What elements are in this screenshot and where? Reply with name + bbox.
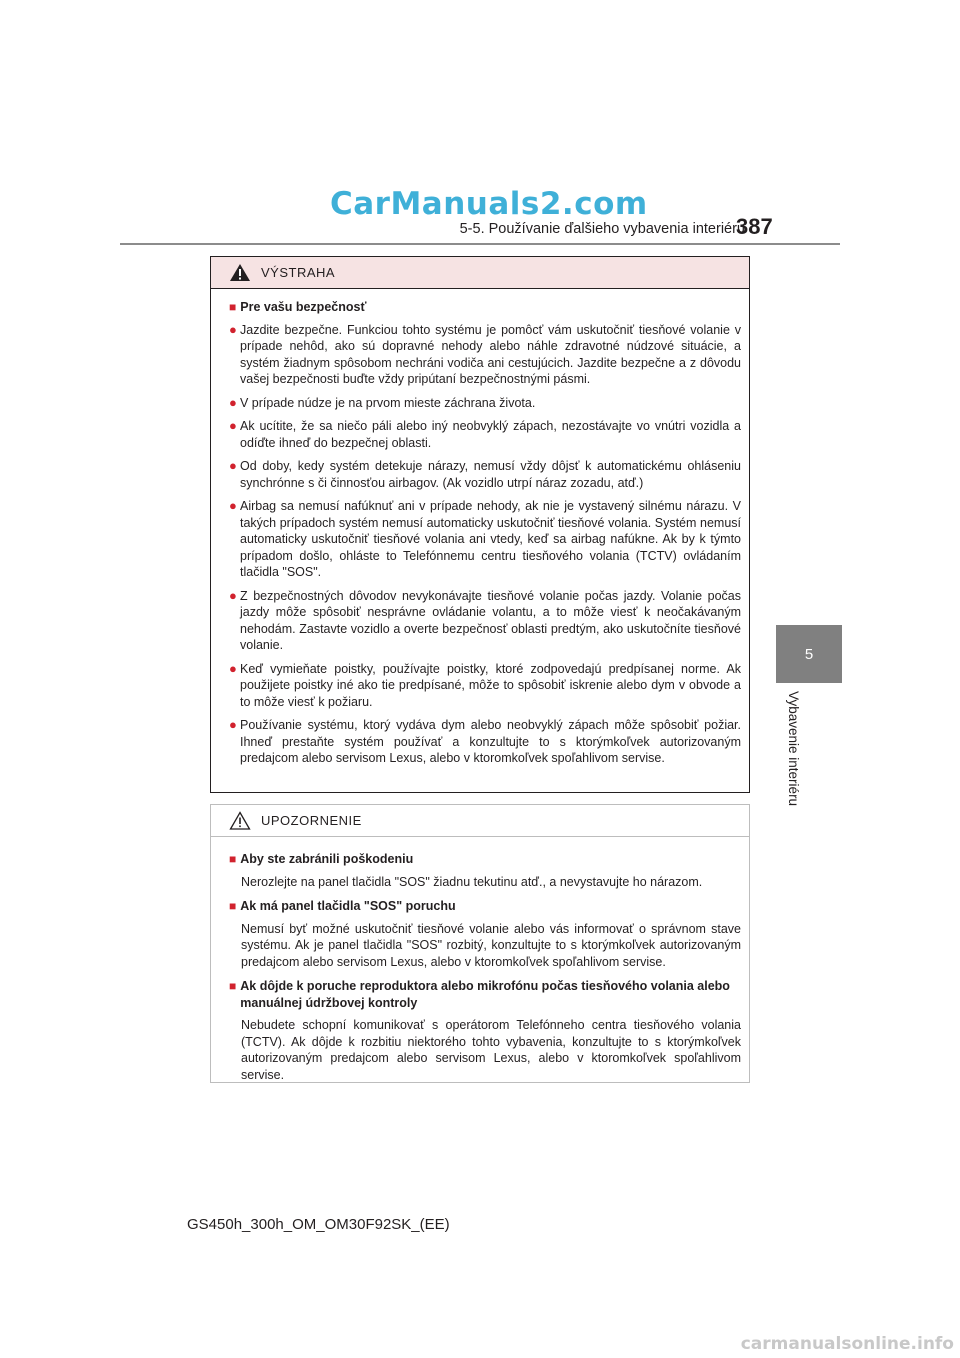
- warning-body: [211, 289, 749, 767]
- square-bullet-icon: ■: [229, 899, 237, 913]
- caution-triangle-icon: [229, 811, 251, 830]
- bullet-icon: ●: [229, 717, 237, 732]
- header-divider: [120, 243, 840, 245]
- list-item: ● Používanie systému, ktorý vydáva dym alebo neobvyklý zápach môže spôsobiť požiar. Ihneď prestaňte systém používať a konzultujte to s ktorýmkoľvek autorizovaným predajcom alebo servisom Lexus, alebo v ktoromkoľvek spoľahlivom servise.: [229, 717, 741, 765]
- caution-section-title: ■ Ak má panel tlačidla "SOS" poruchu: [229, 899, 456, 913]
- bullet-icon: ●: [229, 458, 237, 473]
- warning-section-title: ■ Pre vašu bezpečnosť: [229, 300, 367, 314]
- caution-text: Nebudete schopní komunikovať s operátorom Telefónneho centra tiesňového volania (TCTV). Ak dôjde k rozbitiu niektorého tohto vybavenia, konzultujte to s ktorýmkoľvek autorizovaným predajcom alebo servisom Lexus, alebo v ktoromkoľvek spoľahlivom servise.: [241, 1018, 741, 1082]
- bullet-icon: ●: [229, 587, 237, 603]
- warning-box: [210, 256, 750, 793]
- square-bullet-icon: ■: [229, 300, 237, 314]
- bullet-icon: ●: [229, 321, 237, 337]
- warning-title: VÝSTRAHA: [261, 265, 336, 280]
- caution-box: [210, 804, 750, 1083]
- bullet-icon: ●: [229, 418, 237, 433]
- bullet-icon: ●: [229, 660, 237, 676]
- list-item: ● Z bezpečnostných dôvodov nevykonávajte tiesňové volanie počas jazdy. Volanie počas jazdy môže spôsobiť nesprávne ovládanie volantu, a to môže viesť k neočakávaným nehodám. Zastavte vozidlo a overte bezpečnosť oblasti predtým, ako uskutočníte tiesňové volanie.: [229, 587, 741, 652]
- warning-triangle-icon: [229, 263, 251, 282]
- page-number: 387: [736, 214, 773, 239]
- watermark-logo: CarManuals2.com: [330, 186, 648, 222]
- section-title: 5-5. Používanie ďalšieho vybavenia interiéru: [459, 221, 745, 237]
- chapter-number: 5: [804, 645, 814, 663]
- caution-body: [211, 837, 749, 1083]
- list-item: ● Jazdite bezpečne. Funkciou tohto systému je pomôcť vám uskutočniť tiesňové volanie v prípade nehôd, ako sú dopravné nehody alebo náhle zdravotné núdzové situácie, a systém žiadnym spôsobom nechráni vodiča ani cestujúcich. Jazdite bezpečne a z dôvodu vašej bezpečnosti buďte vždy pripútaní bezpečnostnými pásmi.: [229, 321, 741, 386]
- chapter-tab: [776, 625, 842, 683]
- chapter-label: Vybavenie interiéru: [786, 691, 801, 807]
- bullet-icon: ●: [229, 498, 237, 513]
- document-code: GS450h_300h_OM_OM30F92SK_(EE): [187, 1216, 450, 1233]
- warning-header: [211, 257, 749, 289]
- caution-text: Nerozlejte na panel tlačidla "SOS" žiadnu tekutinu atď., a nevystavujte ho nárazom.: [241, 874, 703, 889]
- caution-title: UPOZORNENIE: [261, 813, 362, 828]
- caution-section-title: ■ Aby ste zabránili poškodeniu: [229, 852, 414, 866]
- list-item: ● Od doby, kedy systém detekuje nárazy, nemusí vždy dôjsť k automatickému ohláseniu synchrónne s či činnosťou airbagov. (Ak vozidlo utrpí náraz zozadu, atď.): [229, 458, 741, 490]
- list-item: ● Airbag sa nemusí nafúknuť ani v prípade nehody, ak nie je vystavený silnému nárazu. V takých prípadoch systém nemusí automaticky uskutočniť tiesňové volania. Systém nemusí automaticky uskutočniť tiesňové volania ani vtedy, keď sa airbag nafúkne. Ak by k týmto prípadom došlo, ohláste to Telefónnemu centru tiesňového volania (TCTV) ovládaním tlačidla "SOS".: [229, 498, 741, 579]
- caution-section-title: ■ Ak dôjde k poruche reproduktora alebo mikrofónu počas tiesňového volania alebo manuálnej údržbovej kontroly: [229, 979, 730, 1010]
- list-item: ● V prípade núdze je na prvom mieste záchrana života.: [229, 394, 536, 410]
- caution-header: [211, 805, 749, 837]
- square-bullet-icon: ■: [229, 852, 237, 866]
- list-item: ● Ak ucítite, že sa niečo páli alebo iný neobvyklý zápach, nezostávajte vo vnútri vozidla a odíďte ihneď do bezpečnej oblasti.: [229, 418, 741, 450]
- list-item: ● Keď vymieňate poistky, používajte poistky, ktoré zodpovedajú predpísanej norme. Ak použijete poistky iné ako tie predpísané, môže to spôsobiť iskrenie alebo dym v obvode a to môže viesť k požiaru.: [229, 660, 741, 709]
- square-bullet-icon: ■: [229, 979, 237, 993]
- bullet-icon: ●: [229, 394, 237, 410]
- caution-text: Nemusí byť možné uskutočniť tiesňové volanie alebo vás informovať o správnom stave systému. Ak je panel tlačidla "SOS" rozbitý, konzultujte to s ktorýmkoľvek autorizovaným predajcom alebo servisom Lexus, alebo v ktoromkoľvek spoľahlivom servise.: [241, 921, 741, 969]
- watermark-footer: carmanualsonline.info: [740, 1334, 954, 1354]
